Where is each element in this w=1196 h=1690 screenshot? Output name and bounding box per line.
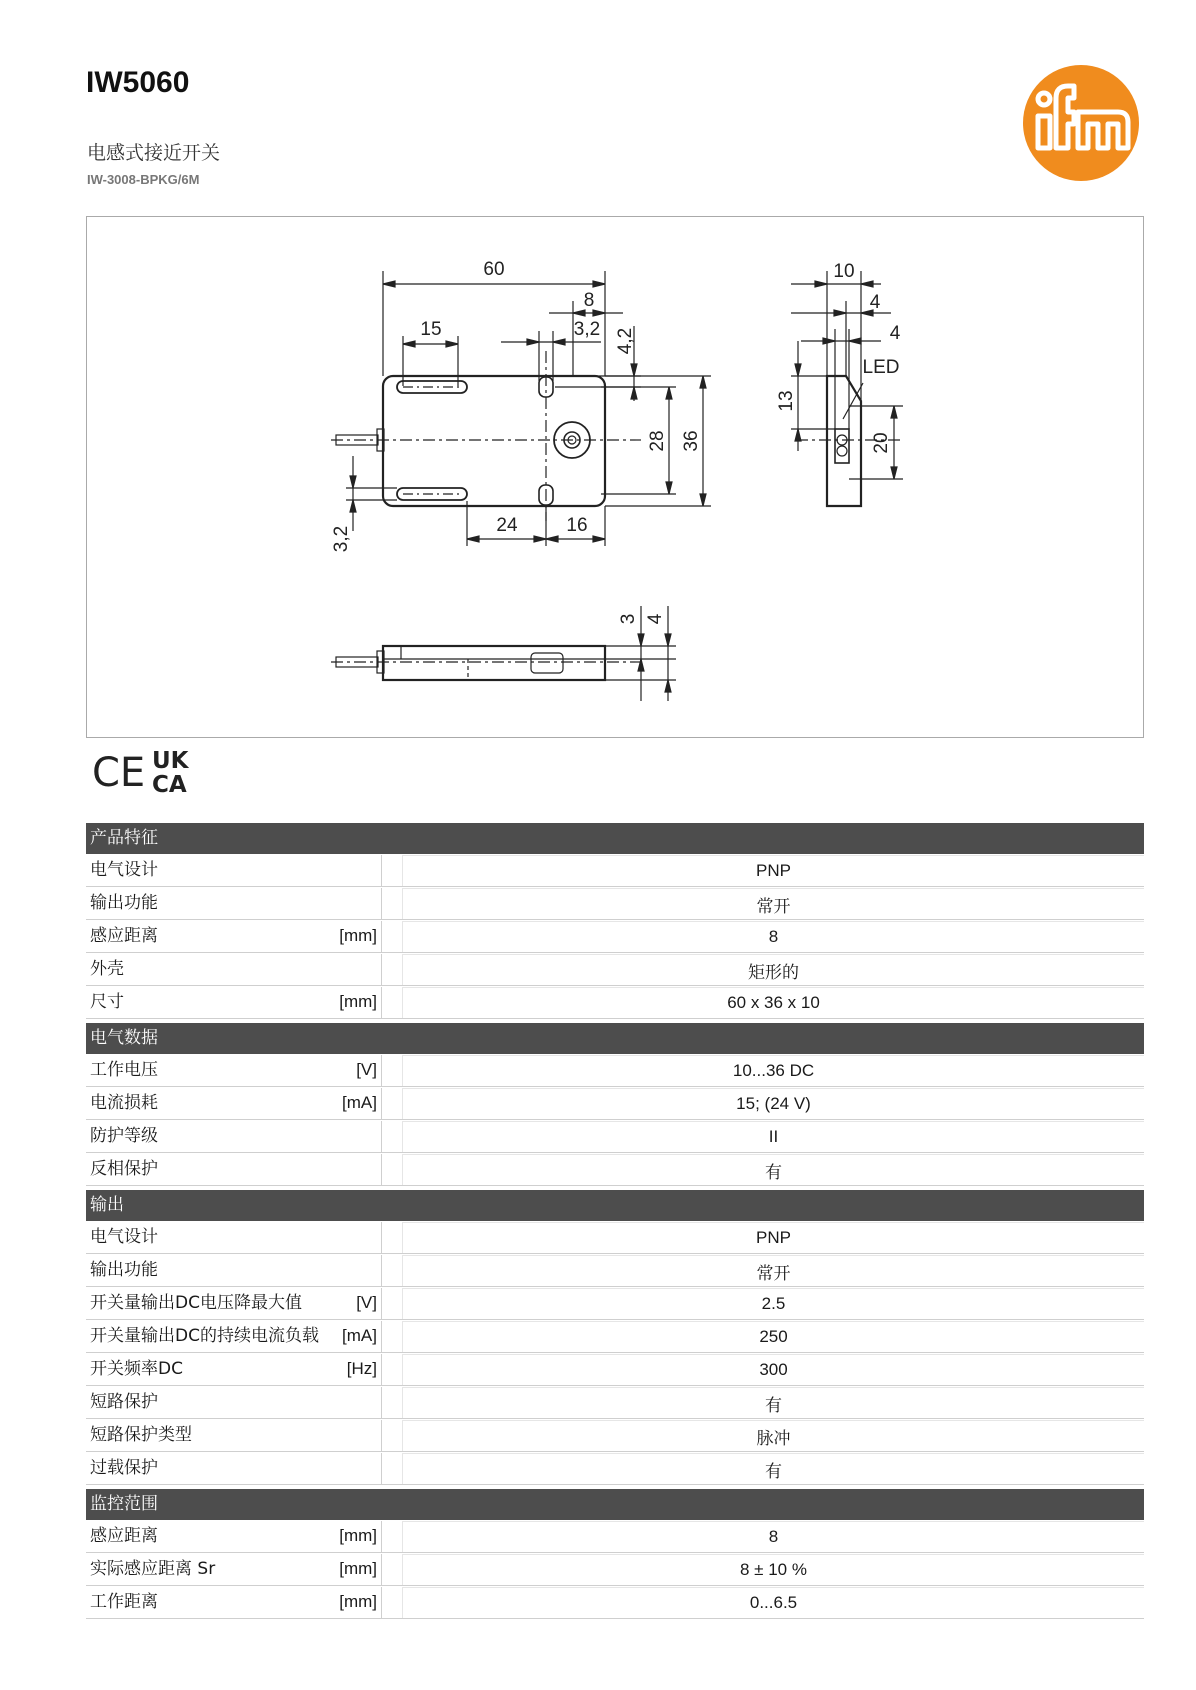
spec-label: 防护等级 bbox=[90, 1126, 158, 1146]
spec-row bbox=[86, 1354, 1144, 1386]
spec-label: 短路保护 bbox=[90, 1392, 158, 1412]
spec-value: 10...36 DC bbox=[402, 1055, 1144, 1086]
spec-label-cell bbox=[86, 1354, 382, 1385]
dim-15: 15 bbox=[420, 319, 442, 340]
spec-row bbox=[86, 1453, 1144, 1485]
spec-unit: [mA] bbox=[342, 1326, 377, 1345]
dim-13: 13 bbox=[776, 390, 797, 412]
dim-60: 60 bbox=[483, 259, 505, 280]
dim-4-2: 4,2 bbox=[615, 327, 636, 355]
spec-label-cell bbox=[86, 1587, 382, 1618]
spec-value: 矩形的 bbox=[402, 954, 1144, 985]
spec-unit: [V] bbox=[356, 1060, 377, 1079]
spec-row bbox=[86, 1554, 1144, 1586]
spec-row bbox=[86, 954, 1144, 986]
spec-value: 250 bbox=[402, 1321, 1144, 1352]
spec-label-cell bbox=[86, 1288, 382, 1319]
spec-row bbox=[86, 1521, 1144, 1553]
product-code: IW-3008-BPKG/6M bbox=[87, 172, 200, 187]
dim-16: 16 bbox=[566, 515, 588, 536]
ce-mark: CE bbox=[92, 750, 146, 796]
spec-value: 有 bbox=[402, 1453, 1144, 1484]
spec-label-cell bbox=[86, 987, 382, 1018]
spec-label: 输出功能 bbox=[90, 893, 158, 913]
spec-row bbox=[86, 921, 1144, 953]
spec-row bbox=[86, 1321, 1144, 1353]
technical-drawing bbox=[87, 217, 1145, 739]
spec-label: 反相保护 bbox=[90, 1159, 158, 1179]
spec-label-cell bbox=[86, 1255, 382, 1286]
spec-label-cell bbox=[86, 1554, 382, 1585]
spec-unit: [mm] bbox=[339, 1592, 377, 1611]
spec-label: 开关量输出DC电压降最大值 bbox=[90, 1293, 302, 1313]
product-subtitle: 电感式接近开关 bbox=[87, 142, 221, 164]
section-header: 监控范围 bbox=[86, 1489, 1144, 1520]
spec-label: 输出功能 bbox=[90, 1260, 158, 1280]
spec-label-cell bbox=[86, 855, 382, 886]
ifm-logo bbox=[1022, 64, 1140, 182]
spec-value: 60 x 36 x 10 bbox=[402, 987, 1144, 1018]
spec-table bbox=[86, 823, 1144, 1619]
spec-label-cell bbox=[86, 1121, 382, 1152]
dim-20: 20 bbox=[871, 432, 892, 454]
spec-row bbox=[86, 1387, 1144, 1419]
spec-value: 有 bbox=[402, 1154, 1144, 1185]
spec-row bbox=[86, 855, 1144, 887]
spec-value: PNP bbox=[402, 1222, 1144, 1253]
spec-unit: [mm] bbox=[339, 926, 377, 945]
spec-label-cell bbox=[86, 1055, 382, 1086]
spec-label: 尺寸 bbox=[90, 992, 124, 1012]
spec-value: 常开 bbox=[402, 888, 1144, 919]
dim-8: 8 bbox=[583, 290, 595, 311]
spec-label: 电气设计 bbox=[90, 1227, 158, 1247]
spec-value: 0...6.5 bbox=[402, 1587, 1144, 1618]
dim-4-side-b: 4 bbox=[889, 323, 901, 344]
section-header: 产品特征 bbox=[86, 823, 1144, 854]
spec-row bbox=[86, 1222, 1144, 1254]
section-header: 输出 bbox=[86, 1190, 1144, 1221]
spec-row bbox=[86, 1587, 1144, 1619]
spec-label-cell bbox=[86, 1222, 382, 1253]
spec-label: 实际感应距离 Sr bbox=[90, 1559, 216, 1579]
spec-value: 300 bbox=[402, 1354, 1144, 1385]
dim-3-2-left: 3,2 bbox=[331, 525, 352, 553]
spec-label-cell bbox=[86, 1521, 382, 1552]
spec-row bbox=[86, 1121, 1144, 1153]
spec-row bbox=[86, 1255, 1144, 1287]
spec-value: 8 bbox=[402, 1521, 1144, 1552]
spec-value: 2.5 bbox=[402, 1288, 1144, 1319]
spec-value: 15; (24 V) bbox=[402, 1088, 1144, 1119]
spec-row bbox=[86, 888, 1144, 920]
spec-label: 工作电压 bbox=[90, 1060, 158, 1080]
dim-10: 10 bbox=[833, 261, 855, 282]
dim-28: 28 bbox=[647, 430, 668, 452]
spec-label-cell bbox=[86, 1154, 382, 1185]
spec-label: 感应距离 bbox=[90, 926, 158, 946]
led-label: LED bbox=[862, 357, 900, 378]
spec-label-cell bbox=[86, 954, 382, 985]
spec-value: 8 ± 10 % bbox=[402, 1554, 1144, 1585]
spec-value: 8 bbox=[402, 921, 1144, 952]
spec-unit: [V] bbox=[356, 1293, 377, 1312]
spec-unit: [Hz] bbox=[346, 1359, 377, 1378]
dim-3-bottom: 3 bbox=[618, 613, 639, 625]
dim-3-2-top: 3,2 bbox=[573, 319, 601, 340]
spec-label-cell bbox=[86, 1387, 382, 1418]
spec-row bbox=[86, 1420, 1144, 1452]
product-title: IW5060 bbox=[86, 66, 190, 99]
dim-4-side-a: 4 bbox=[869, 292, 881, 313]
spec-label-cell bbox=[86, 921, 382, 952]
section-header: 电气数据 bbox=[86, 1023, 1144, 1054]
spec-unit: [mA] bbox=[342, 1093, 377, 1112]
spec-label: 感应距离 bbox=[90, 1526, 158, 1546]
spec-label-cell bbox=[86, 1088, 382, 1119]
dim-36: 36 bbox=[681, 430, 702, 452]
spec-label-cell bbox=[86, 1453, 382, 1484]
spec-label: 开关频率DC bbox=[90, 1359, 183, 1379]
spec-label: 开关量输出DC的持续电流负载 bbox=[90, 1326, 319, 1346]
spec-label: 过载保护 bbox=[90, 1458, 158, 1478]
spec-row bbox=[86, 1288, 1144, 1320]
dim-24: 24 bbox=[496, 515, 518, 536]
spec-row bbox=[86, 1055, 1144, 1087]
spec-value: 有 bbox=[402, 1387, 1144, 1418]
ukca-mark-bottom: CA bbox=[152, 772, 187, 796]
spec-label: 电气设计 bbox=[90, 860, 158, 880]
spec-label: 工作距离 bbox=[90, 1592, 158, 1612]
spec-row bbox=[86, 1088, 1144, 1120]
spec-label: 短路保护类型 bbox=[90, 1425, 192, 1445]
spec-label: 电流损耗 bbox=[90, 1093, 158, 1113]
spec-value: II bbox=[402, 1121, 1144, 1152]
spec-value: PNP bbox=[402, 855, 1144, 886]
spec-value: 脉冲 bbox=[402, 1420, 1144, 1451]
spec-label-cell bbox=[86, 1321, 382, 1352]
spec-unit: [mm] bbox=[339, 1559, 377, 1578]
spec-unit: [mm] bbox=[339, 992, 377, 1011]
dimension-drawing bbox=[86, 216, 1144, 738]
spec-value: 常开 bbox=[402, 1255, 1144, 1286]
spec-label-cell bbox=[86, 1420, 382, 1451]
spec-label-cell bbox=[86, 888, 382, 919]
spec-unit: [mm] bbox=[339, 1526, 377, 1545]
spec-row bbox=[86, 1154, 1144, 1186]
ukca-mark-top: UK bbox=[152, 748, 189, 774]
certification-marks bbox=[86, 746, 206, 796]
spec-row bbox=[86, 987, 1144, 1019]
dim-4-bottom: 4 bbox=[645, 613, 666, 625]
spec-label: 外壳 bbox=[90, 959, 124, 979]
